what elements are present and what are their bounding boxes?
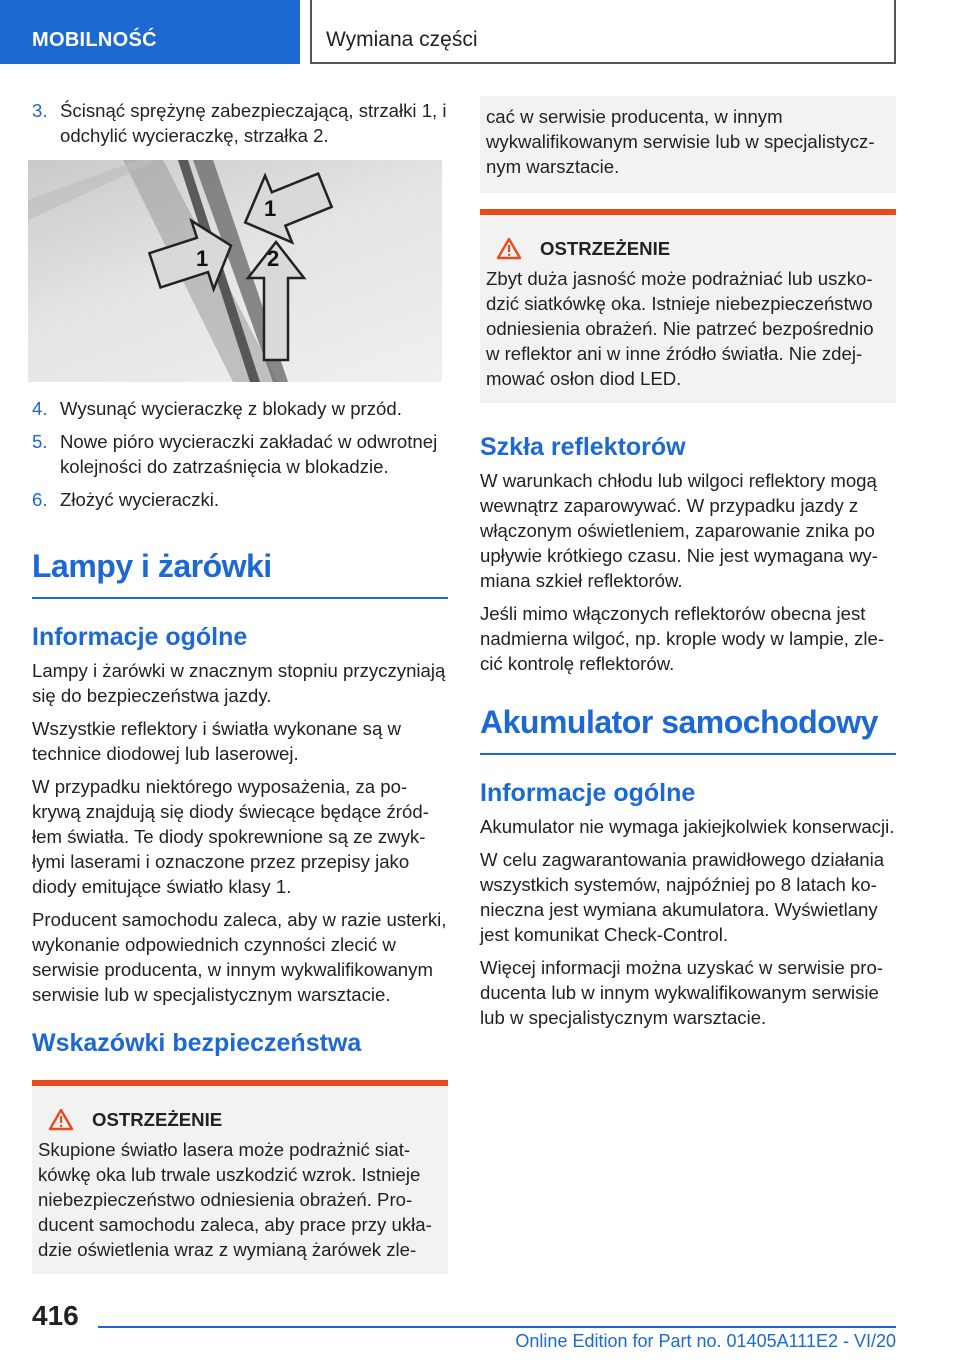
- paragraph: W celu zagwarantowania prawidłowego działania wszystkich systemów, najpóźniej po 8 latach konieczna jest wymiana akumulatora. Wyświetlany jest komunikat Check-Control.: [480, 849, 885, 945]
- step-5: [32, 429, 448, 479]
- warning-text: Zbyt duża jasność może podrażniać lub uszkodzić siatkówkę oka. Istnieje niebezpieczeństwo odniesienia obrażeń. Nie patrzeć bezpośrednio w reflektor ani w inne źródło światła. Nie zdejmować osłon diod LED.: [486, 268, 874, 389]
- paragraph: Producent samochodu zaleca, aby w razie usterki, wykonanie odpowiednich czynności zlecić w serwisie producenta, w innym wykwalifikowanym serwisie lub w specjalistycznym warsztacie.: [32, 909, 447, 1005]
- paragraph: Więcej informacji można uzyskać w serwisie producenta lub w innym wykwalifikowanym serwisie lub w specjalistycznym warsztacie.: [480, 957, 883, 1028]
- header-section-title: MOBILNOŚĆ: [0, 0, 300, 64]
- warning-title-text: OSTRZEŻENIE: [92, 1108, 223, 1130]
- paragraph: W przypadku niektórego wyposażenia, za pokrywą znajdują się diody świecące będące źródłem światła. Te diody spokrewnione są ze zwykłymi laserami i oznaczone przez przepisy jako diody emitujące światło klasy 1.: [32, 776, 429, 897]
- step-number: 4.: [32, 398, 48, 419]
- paragraph: Wszystkie reflektory i światła wykonane są w technice diodowej lub laserowej.: [32, 718, 401, 764]
- arrow-label: 1: [264, 196, 277, 221]
- step-text: Wysunąć wycieraczkę z blokady w przód.: [60, 398, 402, 419]
- heading-general-info: Informacje ogólne: [32, 623, 248, 651]
- step-4: [32, 396, 448, 421]
- heading-lamps: Lampy i żarówki: [32, 548, 448, 599]
- footer-edition: Online Edition for Part no. 01405A111E2 - VI/20: [515, 1331, 896, 1351]
- warning-title-text: OSTRZEŻENIE: [540, 237, 671, 259]
- arrow-label: 2: [267, 246, 280, 271]
- paragraph: W warunkach chłodu lub wilgoci reflektory mogą wewnątrz zaparowywać. W przypadku jazdy z włączonym oświetleniem, zaparowanie znika po upływie krótkiego czasu. Nie jest wymagana wymiana szkieł reflektorów.: [480, 470, 878, 591]
- step-text: Nowe pióro wycieraczki zakładać w odwrotnej kolejności do zatrzaśnięcia w blokadzie.: [60, 431, 438, 477]
- step-number: 6.: [32, 489, 48, 510]
- heading-battery: Akumulator samochodowy: [480, 704, 896, 755]
- warning-triangle-icon: [496, 237, 522, 260]
- page-number: 416: [32, 1300, 79, 1331]
- warning-box: [32, 1080, 448, 1274]
- warning-triangle-icon: [48, 1108, 74, 1131]
- step-number: 5.: [32, 431, 48, 452]
- wiper-illustration: [28, 160, 442, 382]
- warning-text-continued: cać w serwisie producenta, w innym wykwalifikowanym serwisie lub w specjalistycznym warsztacie.: [486, 106, 875, 177]
- left-column: [32, 98, 448, 1274]
- step-text: Złożyć wycieraczki.: [60, 489, 220, 510]
- paragraph: Lampy i żarówki w znacznym stopniu przyczyniają się do bezpieczeństwa jazdy.: [32, 660, 446, 706]
- footer-divider: [98, 1326, 896, 1328]
- warning-box: [480, 209, 896, 403]
- right-column: [480, 96, 896, 1038]
- warning-title: [486, 237, 890, 260]
- warning-title: [38, 1108, 442, 1131]
- arrow-label: 1: [196, 246, 209, 271]
- heading-general-info: Informacje ogólne: [480, 779, 696, 807]
- heading-headlight-glass: Szkła reflektorów: [480, 433, 686, 461]
- step-3: [32, 98, 448, 148]
- heading-safety: Wskazówki bezpieczeństwa: [32, 1029, 362, 1057]
- step-number: 3.: [32, 100, 48, 121]
- arrow-1-upper: [232, 160, 339, 256]
- step-text: Ścisnąć sprężynę zabezpieczającą, strzałki 1, i odchylić wycieraczkę, strzałka 2.: [60, 100, 447, 146]
- paragraph: Jeśli mimo włączonych reflektorów obecna jest nadmierna wilgoć, np. krople wody w lampie, zlecić kontrolę reflektorów.: [480, 603, 885, 674]
- continued-warning-box: [480, 96, 896, 193]
- warning-text: Skupione światło lasera może podrażnić siatkówkę oka lub trwale uszkodzić wzrok. Istnieje niebezpieczeństwo odniesienia obrażeń. Producent samochodu zaleca, aby prace przy układzie oświetlenia wraz z wymianą żarówek zle-: [38, 1139, 432, 1260]
- header-chapter-title: Wymiana części: [310, 0, 896, 64]
- paragraph: Akumulator nie wymaga jakiejkolwiek konserwacji.: [480, 816, 895, 837]
- step-6: [32, 487, 448, 512]
